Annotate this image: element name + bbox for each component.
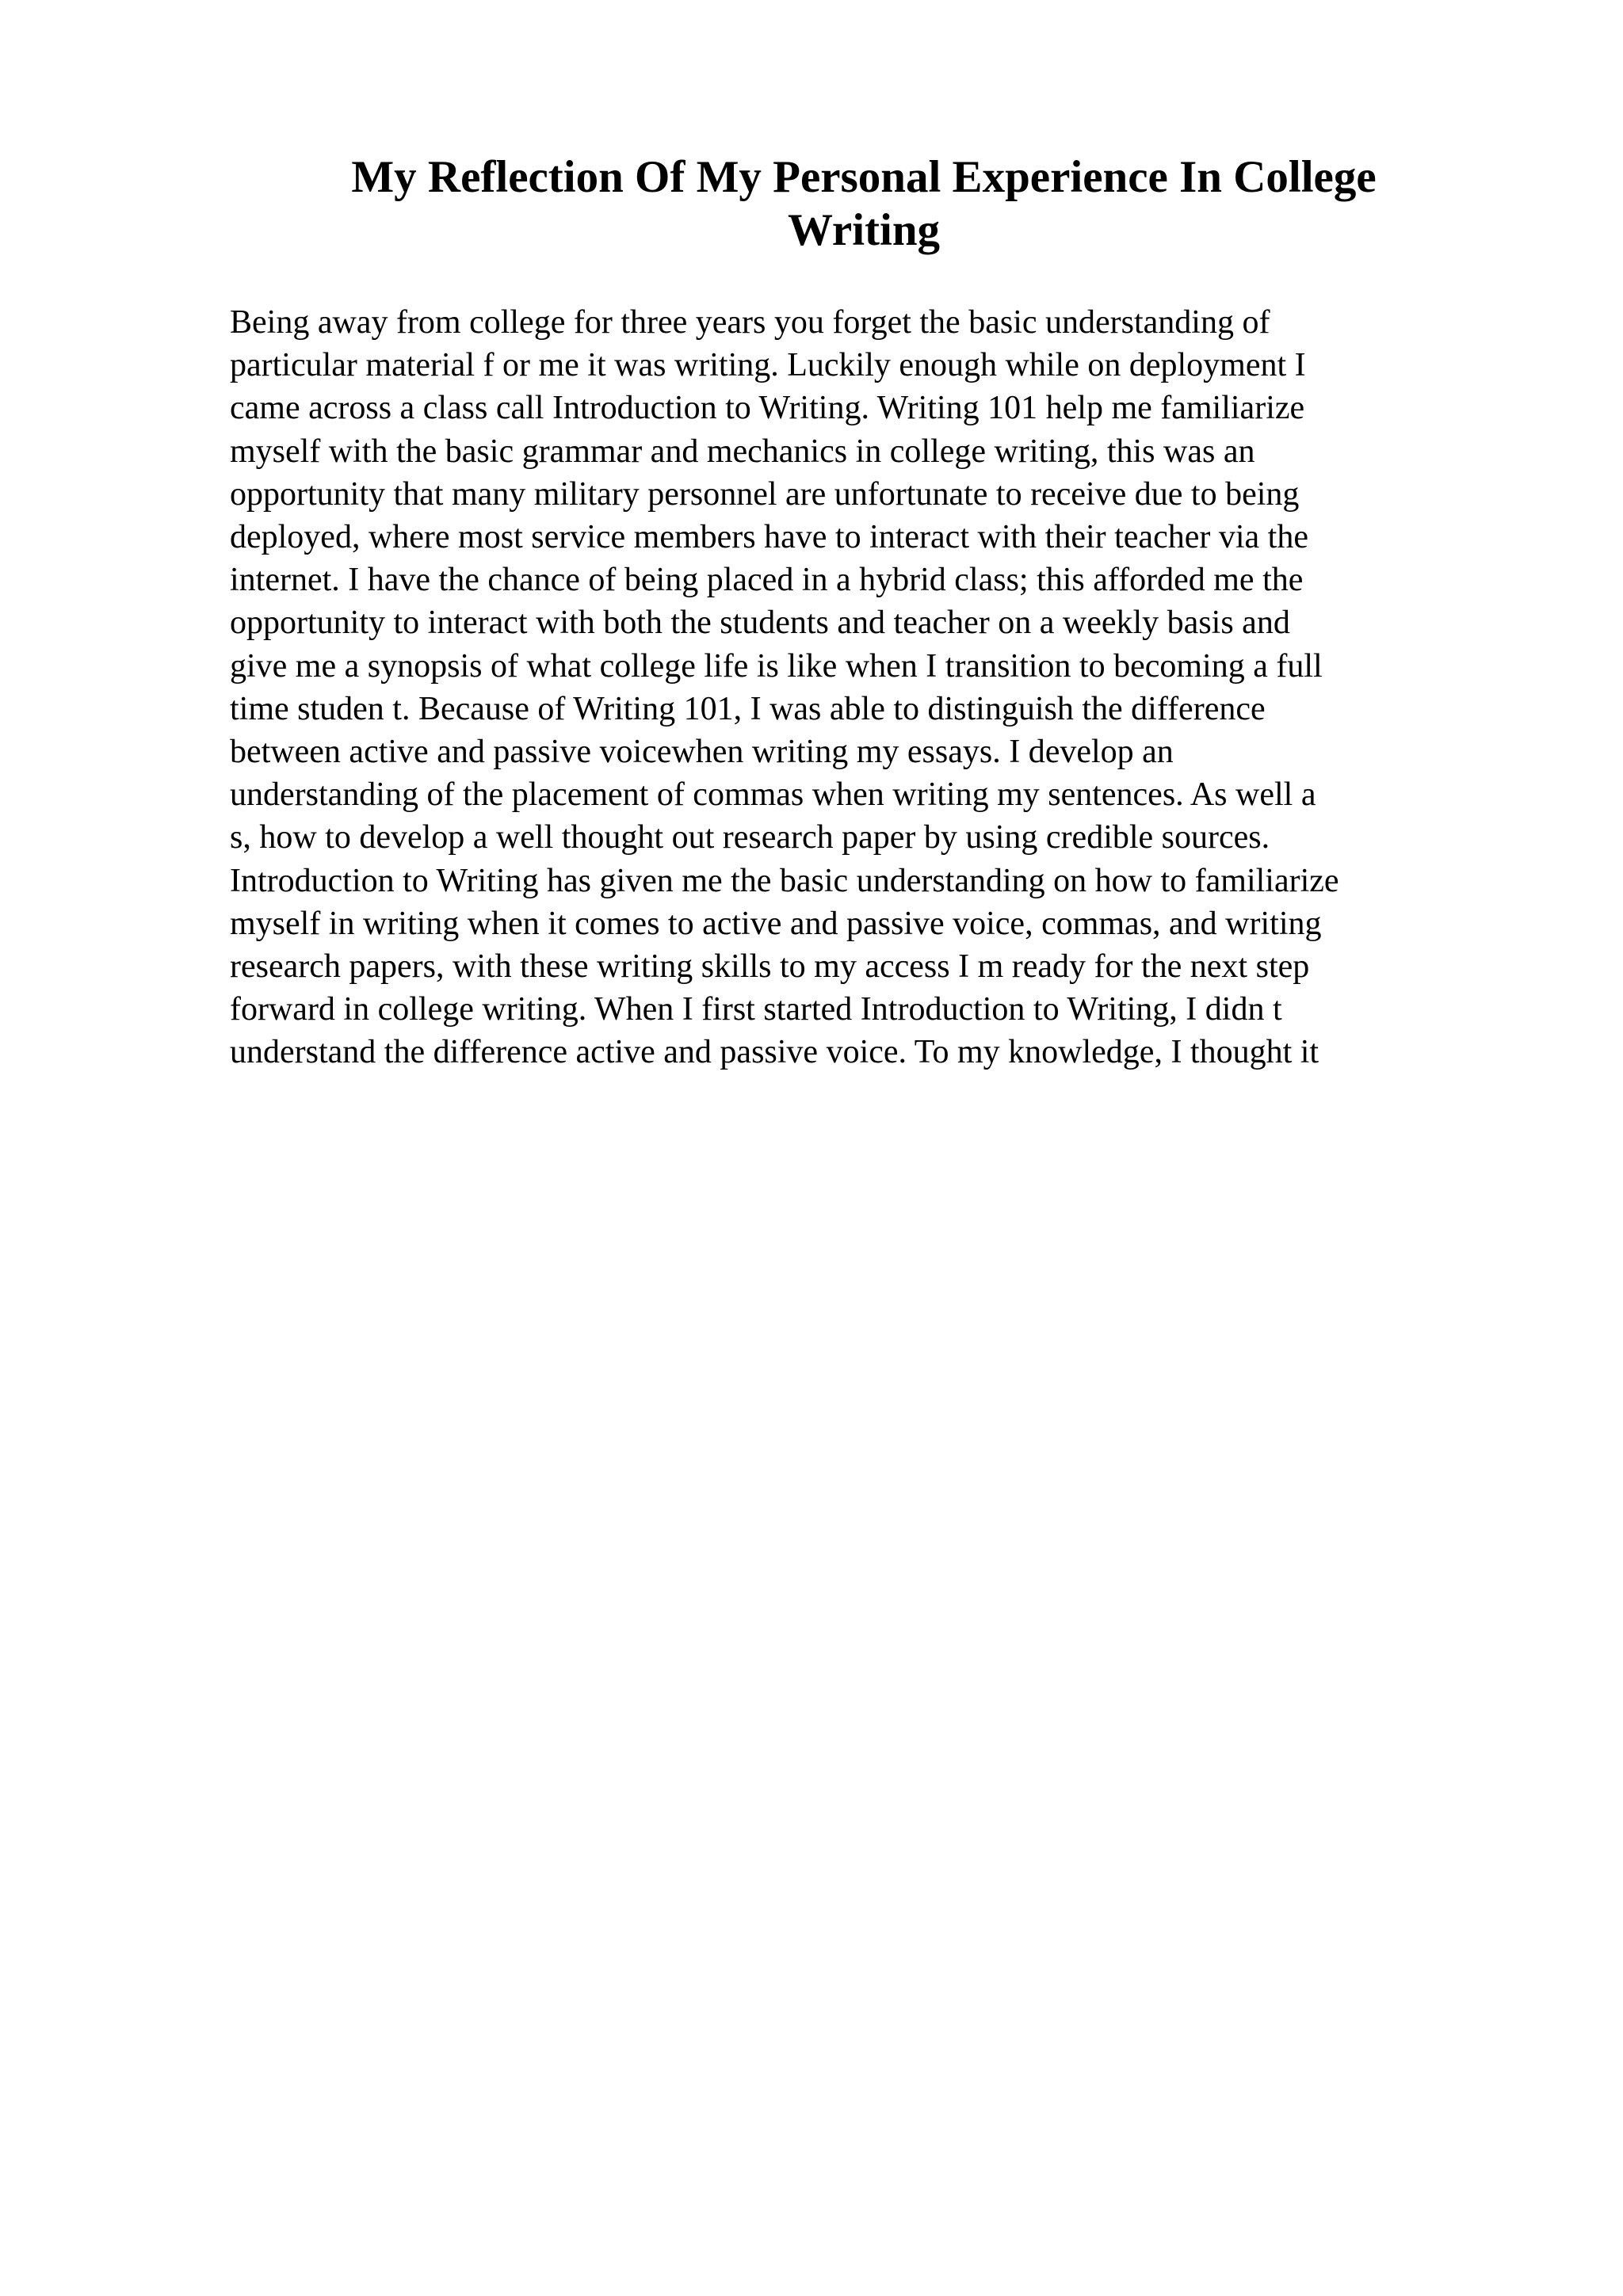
- body-line: understand the difference active and passive voice. To my knowledge, I thought it: [230, 1034, 1319, 1071]
- body-line: forward in college writing. When I first started Introduction to Writing, I didn t: [230, 991, 1282, 1028]
- body-line: research papers, with these writing skills to my access I m ready for the next step: [230, 948, 1310, 986]
- body-line: between active and passive voicewhen writing my essays. I develop an: [230, 734, 1174, 771]
- body-line: opportunity to interact with both the students and teacher on a weekly basis and: [230, 605, 1290, 642]
- body-line: particular material f or me it was writing. Luckily enough while on deployment I: [230, 347, 1306, 384]
- title-line-1: My Reflection Of My Personal Experience In College: [351, 152, 1377, 202]
- body-line: understanding of the placement of commas when writing my sentences. As well a: [230, 776, 1316, 814]
- body-line: Introduction to Writing has given me the basic understanding on how to familiarize: [230, 862, 1339, 899]
- body-line: myself with the basic grammar and mechanics in college writing, this was an: [230, 433, 1255, 470]
- body-line: s, how to develop a well thought out research paper by using credible sources.: [230, 819, 1270, 856]
- body-line: came across a class call Introduction to Writing. Writing 101 help me familiarize: [230, 390, 1305, 427]
- document-title: [269, 151, 1458, 257]
- body-line: deployed, where most service members have to interact with their teacher via the: [230, 519, 1308, 556]
- title-line-2: Writing: [787, 205, 941, 255]
- body-line: internet. I have the chance of being placed in a hybrid class; this afforded me the: [230, 562, 1304, 599]
- body-line: give me a synopsis of what college life is like when I transition to becoming a full: [230, 647, 1323, 685]
- body-paragraph: [230, 301, 1466, 1074]
- body-line: Being away from college for three years you forget the basic understanding of: [230, 304, 1270, 341]
- body-line: time studen t. Because of Writing 101, I was able to distinguish the difference: [230, 690, 1266, 727]
- body-line: opportunity that many military personnel are unfortunate to receive due to being: [230, 475, 1300, 513]
- body-line: myself in writing when it comes to active and passive voice, commas, and writing: [230, 905, 1322, 942]
